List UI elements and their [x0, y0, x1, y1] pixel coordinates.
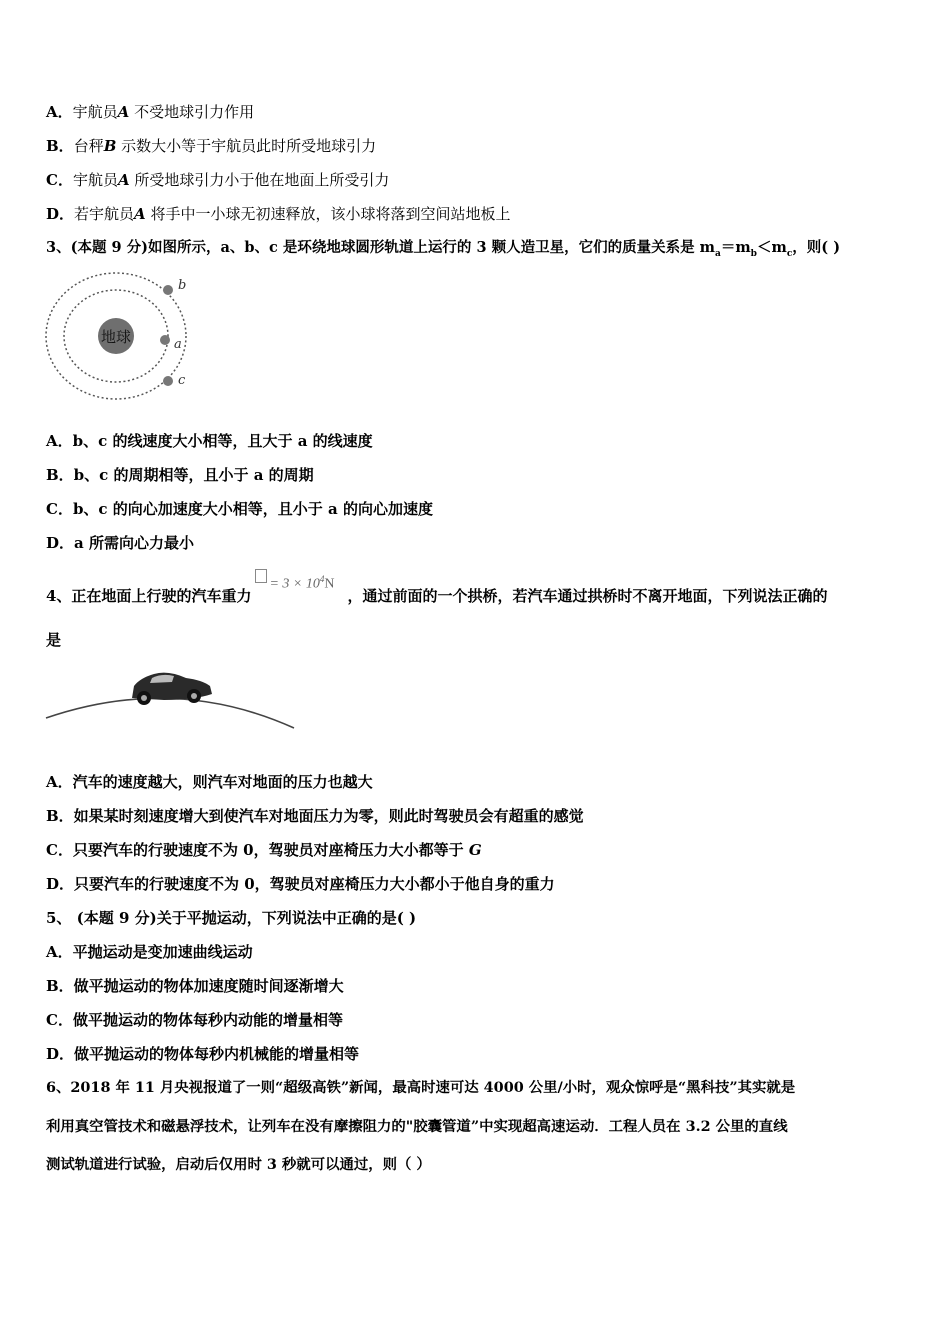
q2-option-d: D．若宇航员A 将手中一小球无初速释放，该小球将落到空间站地板上 — [46, 205, 511, 223]
q5-option-d: D．做平抛运动的物体每秒内机械能的增量相等 — [46, 1045, 360, 1063]
q4-stem-line2: 是 — [46, 631, 62, 649]
q5-option-b: B．做平抛运动的物体加速度随时间逐渐增大 — [46, 977, 344, 995]
q5-stem: 5、 (本题 9 分)关于平抛运动，下列说法中正确的是( ) — [46, 909, 417, 927]
q3-option-c: C．b、c 的向心加速度大小相等，且小于 a 的向心加速度 — [46, 500, 433, 518]
arch-bridge — [46, 698, 294, 728]
q3-option-a: A．b、c 的线速度大小相等，且大于 a 的线速度 — [46, 432, 373, 450]
earth-label: 地球 — [100, 328, 132, 346]
weight-symbol-box — [255, 569, 267, 583]
q3-option-b: B．b、c 的周期相等，且小于 a 的周期 — [46, 466, 314, 484]
q5-option-c: C．做平抛运动的物体每秒内动能的增量相等 — [46, 1011, 343, 1029]
q3-option-d: D．a 所需向心力最小 — [46, 534, 194, 552]
q4-option-d: D．只要汽车的行驶速度不为 0，驾驶员对座椅压力大小都小于他自身的重力 — [46, 875, 555, 893]
q3-stem: 3、(本题 9 分)如图所示，a、b、c 是环绕地球圆形轨道上运行的 3 颗人造卫星，它们的质量关系是 $m_a=m_b<m_c$，则( ) — [46, 239, 841, 259]
q4-option-b: B．如果某时刻速度增大到使汽车对地面压力为零，则此时驾驶员会有超重的感觉 — [46, 807, 584, 825]
q4-formula — [251, 574, 347, 601]
q4-option-c: C．只要汽车的行驶速度不为 0，驾驶员对座椅压力大小都等于 G — [46, 841, 482, 859]
q4-stem: 4、正在地面上行驶的汽车重力 = $3 \times 10^4N$ ，通过前面的一个拱桥，若汽车通过拱桥时不离开地面，下列说法正确的 — [46, 581, 827, 606]
satellite-b — [163, 285, 173, 295]
q6-stem-line2: 利用真空管技术和磁悬浮技术，让列车在没有摩擦阻力的"胶囊管道”中实现超高速运动．工程人员在 3.2 公里的直线 — [46, 1118, 788, 1135]
q2-option-b: B．台秤B 示数大小等于宇航员此时所受地球引力 — [46, 137, 377, 155]
q2-option-a: A．宇航员A 不受地球引力作用 — [46, 103, 255, 121]
label-c: c — [178, 373, 186, 388]
label-a: a — [174, 337, 182, 352]
q4-option-a: A．汽车的速度越大，则汽车对地面的压力也越大 — [46, 773, 373, 791]
satellite-c — [163, 376, 173, 386]
label-b: b — [178, 278, 187, 293]
q6-stem-line3: 测试轨道进行试验，启动后仅用时 3 秒就可以通过，则（ ） — [46, 1156, 431, 1173]
weight-formula: = $3 \times 10^4N$ — [269, 574, 335, 592]
satellite-a — [160, 335, 170, 345]
bridge-figure — [44, 660, 300, 732]
q5-option-a: A．平抛运动是变加速曲线运动 — [46, 943, 253, 961]
orbit-figure — [44, 270, 194, 406]
q6-stem-line1: 6、2018 年 11 月央视报道了一则“超级高铁”新闻，最高时速可达 4000 公里/小时，观众惊呼是“黑科技”其实就是 — [46, 1079, 796, 1096]
q2-option-c: C．宇航员A 所受地球引力小于他在地面上所受引力 — [46, 171, 390, 189]
